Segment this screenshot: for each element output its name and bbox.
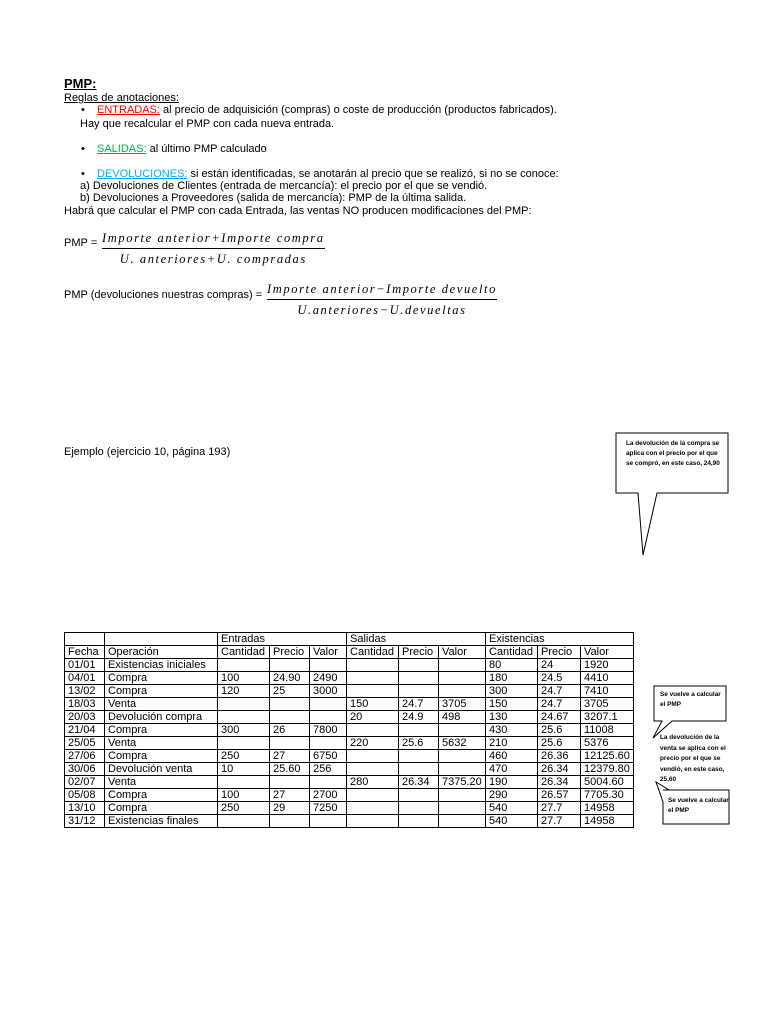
table-cell: 02/07	[65, 776, 105, 789]
header-cell: Cantidad	[347, 646, 399, 659]
table-cell	[310, 776, 347, 789]
table-cell: 2490	[310, 672, 347, 685]
table-cell	[310, 698, 347, 711]
table-body	[65, 633, 634, 828]
table-cell: 27/06	[65, 750, 105, 763]
table-cell	[347, 672, 399, 685]
table-cell: 26.57	[538, 789, 581, 802]
group-header-existencias: Existencias	[486, 633, 634, 646]
table-cell: 540	[486, 802, 538, 815]
table-cell: 120	[218, 685, 270, 698]
header-cell: Operación	[105, 646, 218, 659]
table-cell: 24.9	[399, 711, 439, 724]
table-cell	[270, 711, 310, 724]
table-cell: 27.7	[538, 815, 581, 828]
table-cell: 12379.80	[581, 763, 634, 776]
table-cell: 20/03	[65, 711, 105, 724]
table-cell	[218, 659, 270, 672]
table-cell: Venta	[105, 776, 218, 789]
table-cell: 100	[218, 672, 270, 685]
table-cell: 24.7	[538, 698, 581, 711]
salidas-text: al último PMP calculado	[146, 143, 267, 155]
header-cell: Precio	[270, 646, 310, 659]
table-cell: 25.6	[538, 737, 581, 750]
table-cell	[439, 815, 486, 828]
table-cell	[347, 815, 399, 828]
table-cell: 05/08	[65, 789, 105, 802]
table-cell: 250	[218, 750, 270, 763]
table-cell	[347, 802, 399, 815]
table-cell	[399, 672, 439, 685]
table-cell: Compra	[105, 685, 218, 698]
salidas-label: SALIDAS:	[97, 143, 147, 155]
table-cell	[270, 659, 310, 672]
table-cell	[439, 789, 486, 802]
table-cell	[399, 724, 439, 737]
group-header-salidas: Salidas	[347, 633, 486, 646]
table-cell: 210	[486, 737, 538, 750]
formula2-prefix: PMP (devoluciones nuestras compras) =	[64, 289, 263, 301]
table-cell	[439, 672, 486, 685]
table-sub-header-row	[65, 646, 634, 659]
devoluciones-b: b) Devoluciones a Proveedores (salida de mercancía): PMP de la última salida.	[80, 192, 467, 204]
table-cell: Compra	[105, 789, 218, 802]
table-cell: 7410	[581, 685, 634, 698]
devoluciones-a: a) Devoluciones de Clientes (entrada de mercancía): el precio por el que se vendió.	[80, 180, 488, 192]
table-row	[65, 802, 634, 815]
table-row	[65, 724, 634, 737]
table-cell: 498	[439, 711, 486, 724]
table-cell: 12125.60	[581, 750, 634, 763]
table-cell: 150	[347, 698, 399, 711]
table-cell: Devolución compra	[105, 711, 218, 724]
table-cell: Devolución venta	[105, 763, 218, 776]
group-header-empty-operacion	[105, 633, 218, 646]
table-cell: 250	[218, 802, 270, 815]
table-cell	[218, 698, 270, 711]
table-cell: 100	[218, 789, 270, 802]
table-cell: 430	[486, 724, 538, 737]
table-cell	[270, 698, 310, 711]
rules-heading: Reglas de anotaciones:	[64, 92, 179, 104]
table-cell: Venta	[105, 737, 218, 750]
table-cell: 290	[486, 789, 538, 802]
table-cell: Venta	[105, 698, 218, 711]
table-cell	[310, 659, 347, 672]
table-cell: 5632	[439, 737, 486, 750]
header-cell: Precio	[538, 646, 581, 659]
table-cell: 540	[486, 815, 538, 828]
table-cell: 7250	[310, 802, 347, 815]
table-cell	[399, 659, 439, 672]
table-cell	[439, 763, 486, 776]
table-cell: Compra	[105, 672, 218, 685]
header-cell: Valor	[439, 646, 486, 659]
formula1-prefix: PMP =	[64, 237, 98, 249]
salidas-rule	[97, 143, 267, 156]
table-cell	[399, 763, 439, 776]
table-cell: 04/01	[65, 672, 105, 685]
formula1-fraction	[102, 231, 325, 267]
table-cell: 24.90	[270, 672, 310, 685]
table-row	[65, 685, 634, 698]
formula2-denominator: U.anteriores−U.devueltas	[297, 303, 467, 317]
table-cell: 5376	[581, 737, 634, 750]
table-cell: 300	[486, 685, 538, 698]
table-group-header-row	[65, 633, 634, 646]
table-cell: 11008	[581, 724, 634, 737]
table-cell	[439, 724, 486, 737]
table-cell	[218, 815, 270, 828]
header-cell: Valor	[310, 646, 347, 659]
table-cell: 5004.60	[581, 776, 634, 789]
table-cell: Compra	[105, 802, 218, 815]
table-row	[65, 711, 634, 724]
table-cell: 25.6	[538, 724, 581, 737]
table-cell: Existencias iniciales	[105, 659, 218, 672]
devoluciones-rule	[97, 168, 559, 181]
header-cell: Cantidad	[486, 646, 538, 659]
table-cell: 7375.20	[439, 776, 486, 789]
table-cell	[347, 659, 399, 672]
table-cell: Compra	[105, 750, 218, 763]
table-cell: 25/05	[65, 737, 105, 750]
table-cell: 150	[486, 698, 538, 711]
table-cell: 190	[486, 776, 538, 789]
formula1-numerator: Importe anterior+Importe compra	[102, 231, 325, 245]
table-cell: 460	[486, 750, 538, 763]
table-cell: 26.34	[538, 763, 581, 776]
table-cell	[439, 750, 486, 763]
table-row	[65, 672, 634, 685]
table-cell: 1920	[581, 659, 634, 672]
table-cell	[399, 802, 439, 815]
table-cell: 24	[538, 659, 581, 672]
table-cell: 3705	[439, 698, 486, 711]
header-cell: Valor	[581, 646, 634, 659]
table-cell	[218, 737, 270, 750]
table-cell: 10	[218, 763, 270, 776]
table-cell: 24.5	[538, 672, 581, 685]
group-header-empty-fecha	[65, 633, 105, 646]
table-cell	[399, 750, 439, 763]
table-cell: 2700	[310, 789, 347, 802]
table-cell: 27.7	[538, 802, 581, 815]
table-cell: 14958	[581, 815, 634, 828]
header-cell: Fecha	[65, 646, 105, 659]
table-cell	[218, 776, 270, 789]
table-cell	[399, 815, 439, 828]
table-cell: 13/10	[65, 802, 105, 815]
inventory-table	[64, 632, 634, 828]
table-cell	[270, 815, 310, 828]
table-cell: 27	[270, 789, 310, 802]
header-cell: Cantidad	[218, 646, 270, 659]
table-cell: 26.34	[399, 776, 439, 789]
formula1-fraction-line	[102, 248, 325, 249]
table-cell	[218, 711, 270, 724]
table-cell: 130	[486, 711, 538, 724]
table-cell	[439, 802, 486, 815]
table-cell: 14958	[581, 802, 634, 815]
table-cell: 3000	[310, 685, 347, 698]
table-row	[65, 763, 634, 776]
table-cell: 24.67	[538, 711, 581, 724]
table-cell: 7705.30	[581, 789, 634, 802]
table-cell: 31/12	[65, 815, 105, 828]
table-cell: 18/03	[65, 698, 105, 711]
table-cell	[347, 763, 399, 776]
table-cell	[347, 724, 399, 737]
entradas-note: Hay que recalcular el PMP con cada nueva entrada.	[80, 118, 335, 130]
callout-4-text: Se vuelve a calcular el PMP	[668, 797, 729, 814]
table-cell	[310, 711, 347, 724]
formula1-denominator: U. anteriores+U. compradas	[119, 252, 307, 266]
table-cell	[310, 815, 347, 828]
callout-1-text: La devolución de la compra se aplica con el precio por el que se compró, en este caso, 24,90	[626, 440, 720, 467]
example-label: Ejemplo (ejercicio 10, página 193)	[64, 446, 231, 458]
table-cell: 26.34	[538, 776, 581, 789]
table-cell: 3705	[581, 698, 634, 711]
table-cell	[270, 776, 310, 789]
table-cell: 300	[218, 724, 270, 737]
table-cell	[347, 789, 399, 802]
table-cell	[439, 685, 486, 698]
table-cell: 220	[347, 737, 399, 750]
table-cell: 7800	[310, 724, 347, 737]
table-cell: 3207.1	[581, 711, 634, 724]
table-cell: 4410	[581, 672, 634, 685]
table-cell: Compra	[105, 724, 218, 737]
table-cell: 01/01	[65, 659, 105, 672]
table-cell	[399, 685, 439, 698]
table-cell: 20	[347, 711, 399, 724]
formula2-numerator: Importe anterior−Importe devuelto	[267, 282, 497, 296]
group-header-entradas: Entradas	[218, 633, 347, 646]
table-cell: 6750	[310, 750, 347, 763]
table-cell	[399, 789, 439, 802]
formula2-fraction-line	[267, 299, 497, 300]
table-cell	[439, 659, 486, 672]
callout-2-text: Se vuelve a calcular el PMP	[660, 691, 721, 708]
table-cell	[310, 737, 347, 750]
table-cell: 25.60	[270, 763, 310, 776]
entradas-label: ENTRADAS:	[97, 104, 160, 116]
formula2-fraction	[267, 282, 497, 318]
table-row	[65, 789, 634, 802]
table-row	[65, 776, 634, 789]
table-cell: 13/02	[65, 685, 105, 698]
table-cell: 21/04	[65, 724, 105, 737]
table-cell: 256	[310, 763, 347, 776]
devoluciones-text: si están identificadas, se anotarán al precio que se realizó, si no se conoce:	[187, 168, 559, 180]
table-row	[65, 698, 634, 711]
table-cell: 30/06	[65, 763, 105, 776]
table-row	[65, 750, 634, 763]
page-title: PMP:	[64, 76, 97, 91]
table-cell: Existencias finales	[105, 815, 218, 828]
table-row	[65, 737, 634, 750]
header-cell: Precio	[399, 646, 439, 659]
callout-3-text: La devolución de la venta se aplica con el precio por el que se vendió, en este caso, 25,60	[660, 734, 726, 783]
table-cell: 25	[270, 685, 310, 698]
table-cell	[347, 685, 399, 698]
table-cell: 26.36	[538, 750, 581, 763]
table-cell: 29	[270, 802, 310, 815]
table-cell: 24.7	[399, 698, 439, 711]
entradas-rule	[97, 104, 557, 117]
entradas-text: al precio de adquisición (compras) o coste de producción (productos fabricados).	[159, 104, 557, 116]
table-cell: 25.6	[399, 737, 439, 750]
summary-line: Habrá que calcular el PMP con cada Entrada, las ventas NO producen modificaciones del PMP:	[64, 205, 532, 217]
table-cell: 26	[270, 724, 310, 737]
table-cell: 280	[347, 776, 399, 789]
table-row	[65, 815, 634, 828]
table-cell: 80	[486, 659, 538, 672]
table-cell: 470	[486, 763, 538, 776]
table-cell: 24.7	[538, 685, 581, 698]
table-row	[65, 659, 634, 672]
table-cell: 180	[486, 672, 538, 685]
table-cell: 27	[270, 750, 310, 763]
table-cell	[347, 750, 399, 763]
devoluciones-label: DEVOLUCIONES:	[97, 168, 188, 180]
table-cell	[270, 737, 310, 750]
